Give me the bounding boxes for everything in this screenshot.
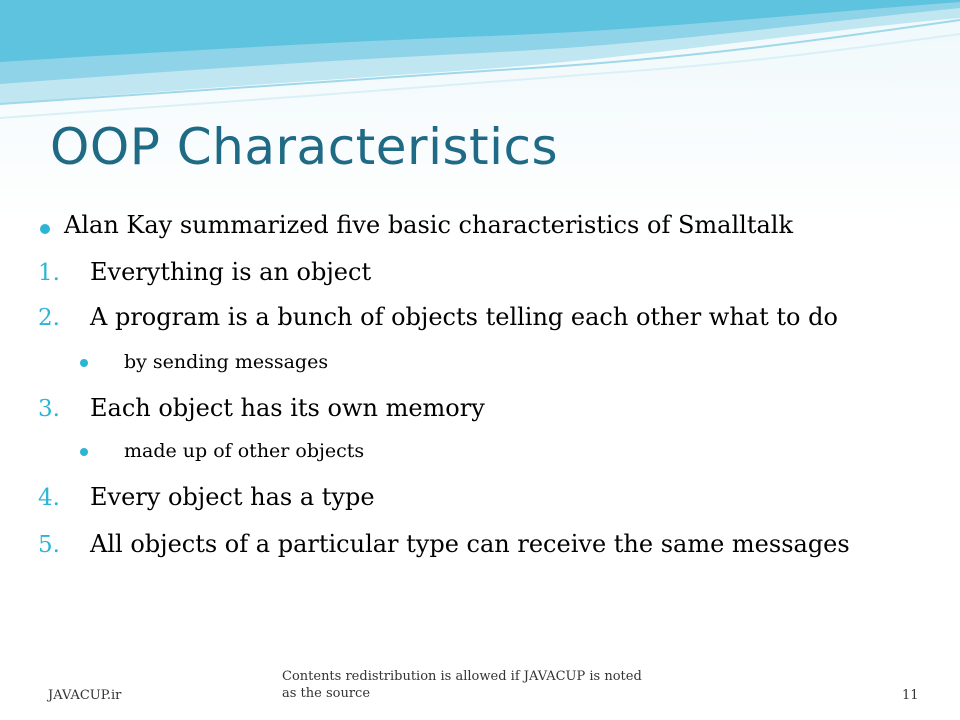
- list-number: 4.: [38, 485, 60, 511]
- footer-note: Contents redistribution is allowed if JAVACUP is noted as the source: [282, 669, 642, 701]
- list-number: 2.: [38, 305, 60, 331]
- list-number: 1.: [38, 260, 60, 286]
- sub-bullet-dot-icon: [80, 359, 88, 367]
- page-number: 11: [902, 688, 919, 703]
- list-item-text: Everything is an object: [90, 258, 372, 286]
- sub-bullet-dot-icon: [80, 448, 88, 456]
- list-number: 3.: [38, 396, 60, 422]
- list-item-text: All objects of a particular type can receive the same messages: [90, 530, 850, 558]
- sub-item-text: by sending messages: [124, 351, 329, 373]
- list-number: 5.: [38, 532, 60, 558]
- slide-title: OOP Characteristics: [50, 118, 559, 176]
- list-item-text: A program is a bunch of objects telling each other what to do: [90, 303, 838, 331]
- footer-source: JAVACUP.ir: [48, 688, 122, 703]
- list-item-text: Every object has a type: [90, 483, 375, 511]
- intro-text: Alan Kay summarized five basic characteristics of Smalltalk: [64, 211, 793, 239]
- sub-item-text: made up of other objects: [124, 440, 365, 462]
- list-item-text: Each object has its own memory: [90, 394, 485, 422]
- bullet-dot-icon: [40, 224, 50, 234]
